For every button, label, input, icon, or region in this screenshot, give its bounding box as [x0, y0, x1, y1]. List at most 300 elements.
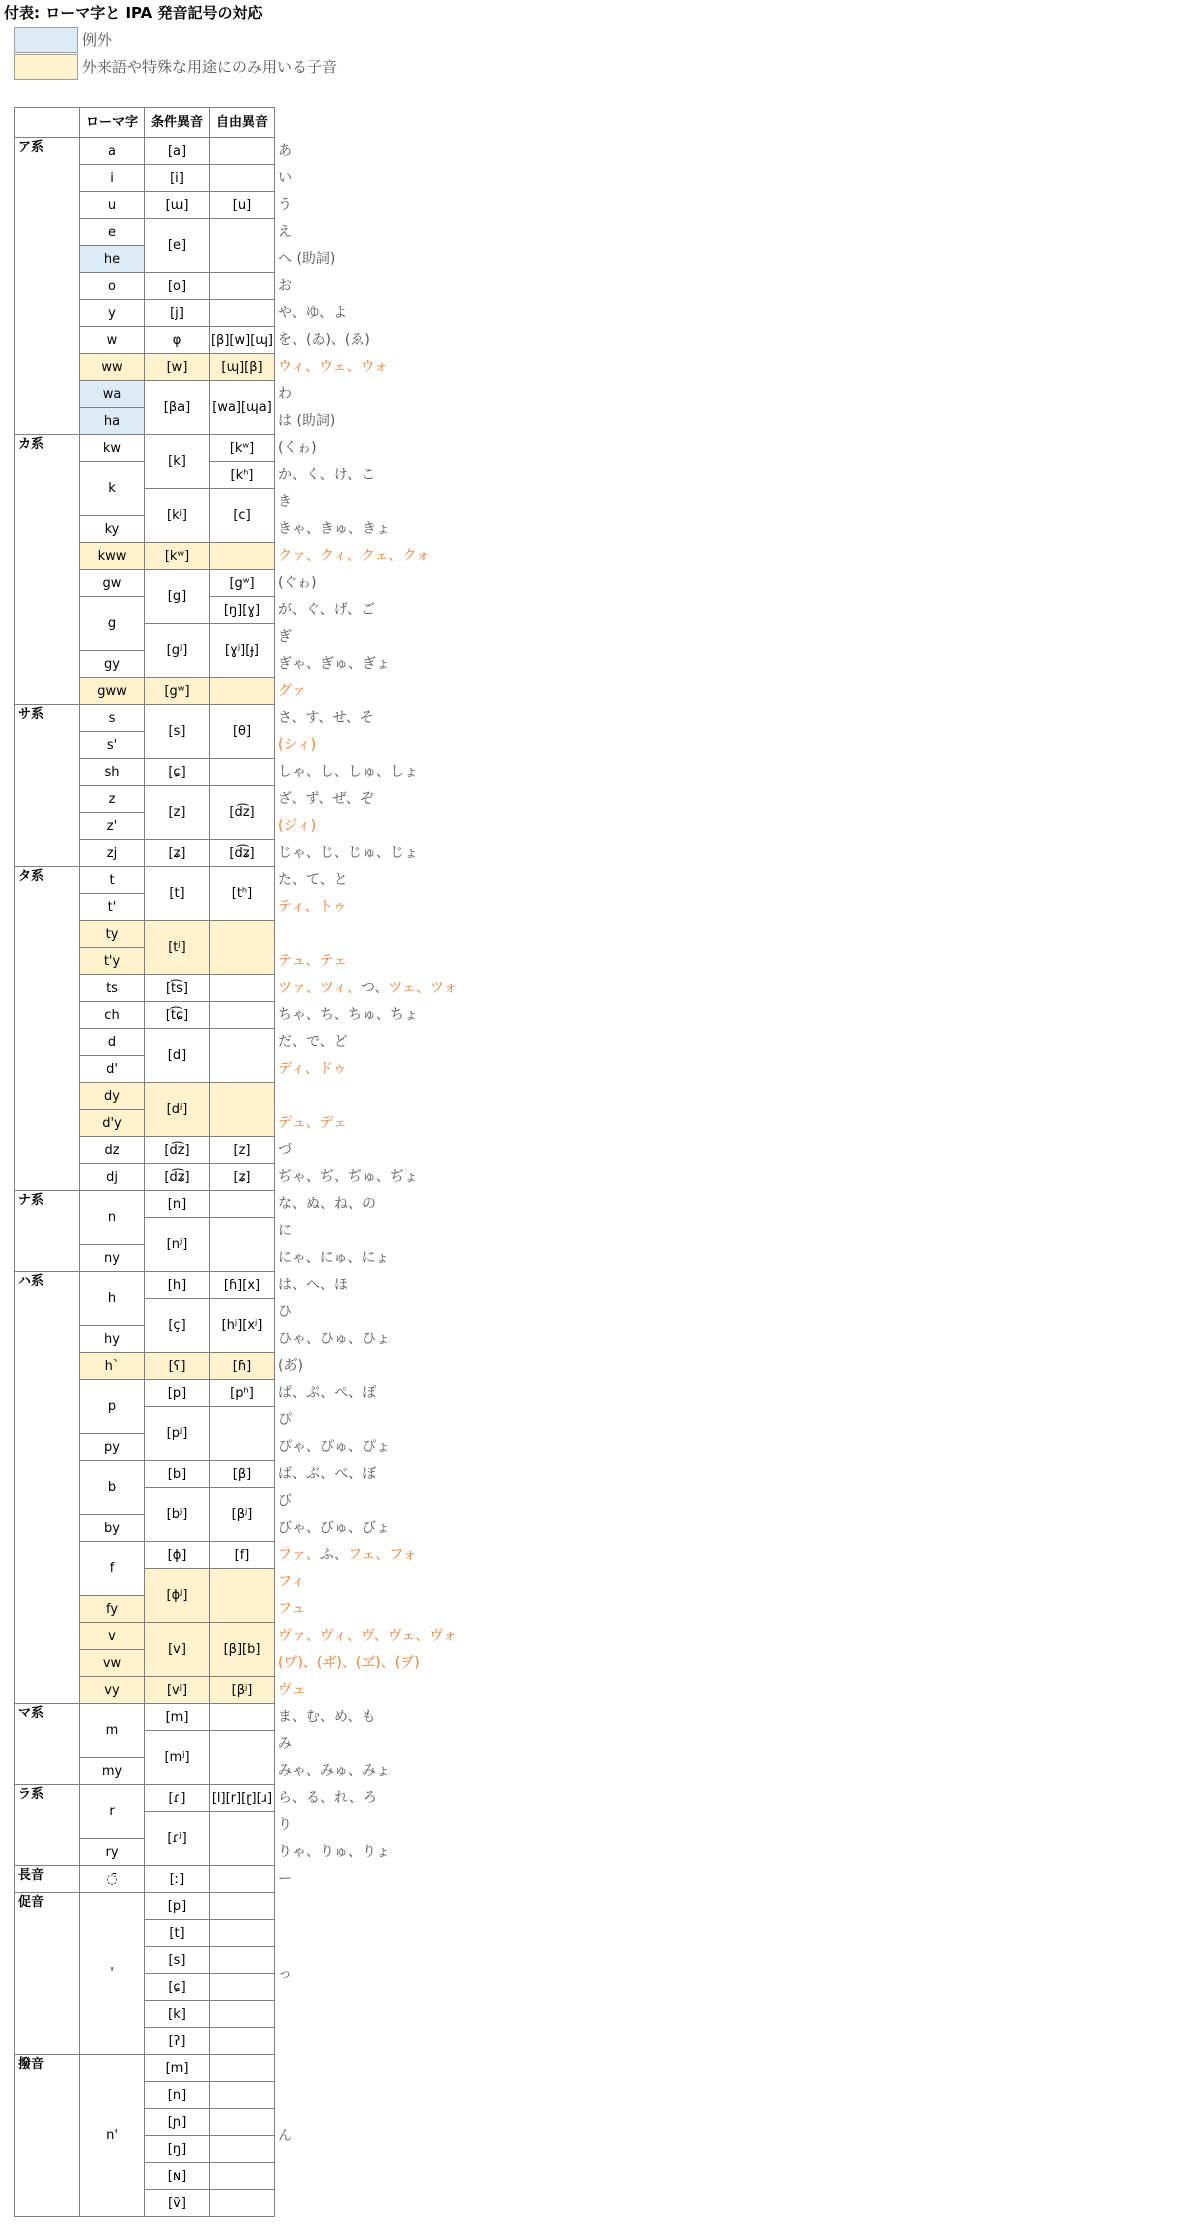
- kana-example: [278, 1575, 305, 1589]
- kana-example: [278, 819, 316, 833]
- kana-example: [278, 1062, 347, 1076]
- romaji-cell: y: [79, 299, 144, 326]
- legend-swatch-exception: [14, 27, 78, 53]
- romaji-cell: kww: [79, 542, 144, 569]
- free-allophone-cell: [209, 1892, 274, 1919]
- conditional-allophone-cell: [gʲ]: [144, 623, 209, 677]
- romaji-cell: r: [79, 1784, 144, 1838]
- romaji-cell: d: [79, 1028, 144, 1055]
- romaji-cell: ry: [79, 1838, 144, 1865]
- kana-example: [278, 2129, 292, 2143]
- conditional-allophone-cell: [kʷ]: [144, 542, 209, 569]
- kana-example: [278, 144, 292, 158]
- romaji-cell: n: [79, 1190, 144, 1244]
- kana-text: は、へ、ほ: [278, 1277, 348, 1293]
- kana-text: き: [278, 494, 292, 510]
- kana-example: [278, 414, 335, 428]
- group-label: カ系: [14, 434, 79, 704]
- free-allophone-cell: [wa][ɰa]: [209, 380, 274, 434]
- kana-text: ぎゃ、ぎゅ、ぎょ: [278, 656, 390, 672]
- header-blank-cell: [14, 107, 79, 137]
- kana-example: [278, 846, 418, 860]
- kana-example: [278, 900, 347, 914]
- kana-text: みゃ、みゅ、みょ: [278, 1763, 390, 1779]
- free-allophone-cell: [tʰ]: [209, 866, 274, 920]
- free-allophone-cell: [kʷ]: [209, 434, 274, 461]
- conditional-allophone-cell: [nʲ]: [144, 1217, 209, 1271]
- romaji-cell: n': [79, 2054, 144, 2216]
- romaji-cell: ts: [79, 974, 144, 1001]
- kana-foreign-text: ディ、ドゥ: [278, 1061, 347, 1077]
- kana-example: [278, 279, 292, 293]
- romaji-cell: kw: [79, 434, 144, 461]
- conditional-allophone-cell: [ɯ]: [144, 191, 209, 218]
- kana-example: [278, 252, 335, 266]
- free-allophone-cell: [209, 1406, 274, 1460]
- legend-swatch-foreign: [14, 54, 78, 80]
- free-allophone-cell: [209, 164, 274, 191]
- kana-example: [278, 1602, 305, 1616]
- romaji-cell: ww: [79, 353, 144, 380]
- free-allophone-cell: [ʑ]: [209, 1163, 274, 1190]
- group-label: サ系: [14, 704, 79, 866]
- free-allophone-cell: [β][b]: [209, 1622, 274, 1676]
- kana-text: や、ゆ、よ: [278, 305, 348, 321]
- free-allophone-cell: [209, 2135, 274, 2162]
- group-label: ア系: [14, 137, 79, 434]
- kana-example: [278, 225, 292, 239]
- kana-foreign-text: ツァ、ツィ、: [278, 980, 362, 996]
- free-allophone-cell: [l][r][ɽ][ɹ]: [209, 1784, 274, 1811]
- romaji-cell: ky: [79, 515, 144, 542]
- kana-example: [278, 1818, 292, 1832]
- free-allophone-cell: [βʲ]: [209, 1676, 274, 1703]
- conditional-allophone-cell: [k]: [144, 2000, 209, 2027]
- conditional-allophone-cell: [ɾ]: [144, 1784, 209, 1811]
- conditional-allophone-cell: [ː]: [144, 1865, 209, 1892]
- romaji-cell: zj: [79, 839, 144, 866]
- conditional-allophone-cell: [ʕ]: [144, 1352, 209, 1379]
- kana-text: り: [278, 1817, 292, 1833]
- kana-text: へ (助詞): [278, 251, 336, 267]
- romaji-cell: o: [79, 272, 144, 299]
- romaji-cell: d'y: [79, 1109, 144, 1136]
- free-allophone-cell: [209, 1028, 274, 1082]
- romaji-cell: s: [79, 704, 144, 731]
- romaji-cell: ha: [79, 407, 144, 434]
- free-allophone-cell: [c]: [209, 488, 274, 542]
- romaji-cell: d': [79, 1055, 144, 1082]
- kana-foreign-text: デュ、デェ: [278, 1115, 348, 1131]
- conditional-allophone-cell: [dʲ]: [144, 1082, 209, 1136]
- conditional-allophone-cell: [b]: [144, 1460, 209, 1487]
- romaji-cell: w: [79, 326, 144, 353]
- kana-text: りゃ、りゅ、りょ: [278, 1844, 390, 1860]
- free-allophone-cell: [209, 1082, 274, 1136]
- kana-example: [278, 1035, 348, 1049]
- kana-text: ぴ: [278, 1412, 292, 1428]
- conditional-allophone-cell: [t]: [144, 1919, 209, 1946]
- romaji-cell: k: [79, 461, 144, 515]
- free-allophone-cell: [209, 1217, 274, 1271]
- conditional-allophone-cell: [bʲ]: [144, 1487, 209, 1541]
- romaji-cell: p: [79, 1379, 144, 1433]
- kana-text: を、(ゐ)、(ゑ): [278, 332, 370, 348]
- conditional-allophone-cell: [p]: [144, 1892, 209, 1919]
- conditional-allophone-cell: [v]: [144, 1622, 209, 1676]
- conditional-allophone-cell: [kʲ]: [144, 488, 209, 542]
- kana-example: [278, 1413, 292, 1427]
- kana-example: [278, 1737, 292, 1751]
- kana-text: が、ぐ、げ、ご: [278, 602, 376, 618]
- kana-text: ひゃ、ひゅ、ひょ: [278, 1331, 390, 1347]
- romaji-cell: hy: [79, 1325, 144, 1352]
- conditional-allophone-cell: [ɾʲ]: [144, 1811, 209, 1865]
- conditional-allophone-cell: [ɲ]: [144, 2108, 209, 2135]
- conditional-allophone-cell: [h]: [144, 1271, 209, 1298]
- kana-text: しゃ、し、しゅ、しょ: [278, 764, 418, 780]
- romaji-cell: gww: [79, 677, 144, 704]
- conditional-allophone-cell: [mʲ]: [144, 1730, 209, 1784]
- column-header: 自由異音: [209, 107, 274, 137]
- romaji-cell: ': [79, 1892, 144, 2054]
- romaji-cell: by: [79, 1514, 144, 1541]
- kana-text: きゃ、きゅ、きょ: [278, 521, 390, 537]
- romaji-cell: wa: [79, 380, 144, 407]
- free-allophone-cell: [u]: [209, 191, 274, 218]
- conditional-allophone-cell: [t]: [144, 866, 209, 920]
- romaji-cell: ny: [79, 1244, 144, 1271]
- conditional-allophone-cell: [ɸ]: [144, 1541, 209, 1568]
- conditional-allophone-cell: [ç]: [144, 1298, 209, 1352]
- conditional-allophone-cell: [tʲ]: [144, 920, 209, 974]
- romaji-cell: f: [79, 1541, 144, 1595]
- kana-example: [278, 1278, 348, 1292]
- kana-example: [278, 738, 316, 752]
- kana-foreign-text: ウィ、ウェ、ウォ: [278, 359, 389, 375]
- kana-example: [278, 1170, 418, 1184]
- conditional-allophone-cell: [n]: [144, 2081, 209, 2108]
- kana-example: [278, 684, 306, 698]
- legend-label-foreign: 外来語や特殊な用途にのみ用いる子音: [82, 58, 338, 76]
- kana-example: [278, 1386, 376, 1400]
- kana-example: [278, 360, 388, 374]
- conditional-allophone-cell: [s]: [144, 704, 209, 758]
- kana-example: [278, 1224, 292, 1238]
- romaji-cell: vy: [79, 1676, 144, 1703]
- kana-foreign-text: (ヷ)、(ヸ)、(ヹ)、(ヺ): [278, 1655, 420, 1671]
- romaji-cell: ch: [79, 1001, 144, 1028]
- group-label: 長音: [14, 1865, 79, 1892]
- kana-foreign-text: ファ、: [278, 1547, 320, 1563]
- kana-text: ぎ: [278, 629, 292, 645]
- romaji-cell: t': [79, 893, 144, 920]
- free-allophone-cell: [d͡z]: [209, 785, 274, 839]
- kana-text: だ、で、ど: [278, 1034, 348, 1050]
- romaji-cell: dj: [79, 1163, 144, 1190]
- kana-example: [278, 468, 375, 482]
- kana-text: わ: [278, 386, 292, 402]
- free-allophone-cell: [209, 299, 274, 326]
- conditional-allophone-cell: [ʔ]: [144, 2027, 209, 2054]
- romaji-cell: my: [79, 1757, 144, 1784]
- free-allophone-cell: [209, 272, 274, 299]
- romaji-cell: t: [79, 866, 144, 893]
- free-allophone-cell: [βʲ]: [209, 1487, 274, 1541]
- kana-example: [278, 1440, 390, 1454]
- free-allophone-cell: [ŋ][ɣ]: [209, 596, 274, 623]
- table-right-border: [274, 107, 275, 2217]
- conditional-allophone-cell: [ɕ]: [144, 758, 209, 785]
- free-allophone-cell: [209, 758, 274, 785]
- free-allophone-cell: [β]: [209, 1460, 274, 1487]
- kana-text: に: [278, 1223, 292, 1239]
- free-allophone-cell: [209, 1001, 274, 1028]
- kana-text: びゃ、びゅ、びょ: [278, 1520, 390, 1536]
- kana-example: [278, 1467, 376, 1481]
- romaji-cell: py: [79, 1433, 144, 1460]
- romaji-cell: u: [79, 191, 144, 218]
- kana-example: [278, 711, 374, 725]
- group-label: 促音: [14, 1892, 79, 2054]
- kana-text: ぱ、ぷ、ぺ、ぽ: [278, 1385, 377, 1401]
- free-allophone-cell: [209, 2189, 274, 2216]
- conditional-allophone-cell: [g]: [144, 569, 209, 623]
- free-allophone-cell: [209, 2162, 274, 2189]
- kana-text: び: [278, 1493, 292, 1509]
- romaji-cell: fy: [79, 1595, 144, 1622]
- conditional-allophone-cell: [i]: [144, 164, 209, 191]
- conditional-allophone-cell: [d]: [144, 1028, 209, 1082]
- conditional-allophone-cell: [d͡ʑ]: [144, 1163, 209, 1190]
- romaji-cell: ◌̄: [79, 1865, 144, 1892]
- conditional-allophone-cell: [z]: [144, 785, 209, 839]
- kana-text: み: [278, 1736, 292, 1752]
- kana-example: [278, 873, 348, 887]
- free-allophone-cell: [gʷ]: [209, 569, 274, 596]
- kana-text: ば、ぶ、べ、ぼ: [278, 1466, 377, 1482]
- conditional-allophone-cell: [k]: [144, 434, 209, 488]
- conditional-allophone-cell: [ɴ]: [144, 2162, 209, 2189]
- page-title: 付表: ローマ字と IPA 発音記号の対応: [4, 4, 263, 22]
- kana-text: さ、す、せ、そ: [278, 710, 374, 726]
- kana-example: [278, 954, 347, 968]
- kana-example: [278, 1967, 292, 1981]
- free-allophone-cell: [209, 542, 274, 569]
- kana-foreign-text: グァ: [278, 683, 306, 699]
- kana-text: ま、む、め、も: [278, 1709, 376, 1725]
- romaji-cell: vw: [79, 1649, 144, 1676]
- kana-foreign-text: (シィ): [278, 737, 317, 753]
- kana-text: つ、: [361, 980, 389, 996]
- conditional-allophone-cell: [ʑ]: [144, 839, 209, 866]
- romaji-cell: h: [79, 1271, 144, 1325]
- romaji-cell: g: [79, 596, 144, 650]
- kana-foreign-text: ヴァ、ヴィ、ヴ、ヴェ、ヴォ: [278, 1628, 457, 1644]
- kana-example: [278, 1683, 305, 1697]
- conditional-allophone-cell: [w]: [144, 353, 209, 380]
- kana-foreign-text: クァ、クィ、クェ、クォ: [278, 548, 431, 564]
- romaji-cell: t'y: [79, 947, 144, 974]
- column-header: ローマ字: [79, 107, 144, 137]
- free-allophone-cell: [209, 2108, 274, 2135]
- romaji-cell: gy: [79, 650, 144, 677]
- conditional-allophone-cell: [o]: [144, 272, 209, 299]
- kana-foreign-text: ヴュ: [278, 1682, 306, 1698]
- kana-example: [278, 495, 292, 509]
- kana-example: [278, 792, 374, 806]
- kana-example: [278, 198, 292, 212]
- free-allophone-cell: [ɰ][β]: [209, 353, 274, 380]
- conditional-allophone-cell: [m]: [144, 2054, 209, 2081]
- column-header: 条件異音: [144, 107, 209, 137]
- conditional-allophone-cell: φ: [144, 326, 209, 353]
- conditional-allophone-cell: [e]: [144, 218, 209, 272]
- group-label: タ系: [14, 866, 79, 1190]
- conditional-allophone-cell: [gʷ]: [144, 677, 209, 704]
- conditional-allophone-cell: [j]: [144, 299, 209, 326]
- free-allophone-cell: [209, 1973, 274, 2000]
- kana-example: [278, 1143, 292, 1157]
- kana-example: [278, 522, 390, 536]
- kana-text: ちゃ、ち、ちゅ、ちょ: [278, 1007, 418, 1023]
- group-label: ナ系: [14, 1190, 79, 1271]
- free-allophone-cell: [209, 218, 274, 272]
- conditional-allophone-cell: [a]: [144, 137, 209, 164]
- romaji-cell: he: [79, 245, 144, 272]
- free-allophone-cell: [209, 1703, 274, 1730]
- free-allophone-cell: [209, 1190, 274, 1217]
- kana-example: [278, 387, 292, 401]
- romaji-cell: gw: [79, 569, 144, 596]
- kana-example: [278, 1764, 390, 1778]
- kana-text: ら、る、れ、ろ: [278, 1790, 377, 1806]
- kana-text: ひ: [278, 1304, 292, 1320]
- free-allophone-cell: [209, 677, 274, 704]
- free-allophone-cell: [209, 2000, 274, 2027]
- kana-text: い: [278, 170, 292, 186]
- kana-foreign-text: ツェ、ツォ: [388, 980, 458, 996]
- conditional-allophone-cell: [s]: [144, 1946, 209, 1973]
- conditional-allophone-cell: [ŋ]: [144, 2135, 209, 2162]
- free-allophone-cell: [ɣʲ][ɟ]: [209, 623, 274, 677]
- group-label: 撥音: [14, 2054, 79, 2216]
- kana-example: [278, 1305, 292, 1319]
- kana-example: [278, 171, 292, 185]
- kana-text: お: [278, 278, 292, 294]
- kana-text: ざ、ず、ぜ、ぞ: [278, 791, 374, 807]
- conditional-allophone-cell: [p]: [144, 1379, 209, 1406]
- group-label: マ系: [14, 1703, 79, 1784]
- kana-foreign-text: テュ、テェ: [278, 953, 348, 969]
- kana-example: [278, 1629, 457, 1643]
- table-bottom-border: [14, 2216, 274, 2217]
- kana-text: ぴゃ、ぴゅ、ぴょ: [278, 1439, 390, 1455]
- kana-example: [278, 1656, 420, 1670]
- kana-example: [278, 1710, 375, 1724]
- kana-foreign-text: ティ、トゥ: [278, 899, 347, 915]
- kana-foreign-text: フュ: [278, 1601, 306, 1617]
- romaji-cell: b: [79, 1460, 144, 1514]
- free-allophone-cell: [z]: [209, 1136, 274, 1163]
- conditional-allophone-cell: [t͡ɕ]: [144, 1001, 209, 1028]
- kana-text: か、く、け、こ: [278, 467, 376, 483]
- free-allophone-cell: [209, 1811, 274, 1865]
- kana-example: [278, 630, 292, 644]
- kana-example: [278, 765, 418, 779]
- romaji-cell: z: [79, 785, 144, 812]
- free-allophone-cell: [209, 2054, 274, 2081]
- romaji-cell: v: [79, 1622, 144, 1649]
- kana-foreign-text: フィ: [278, 1574, 305, 1590]
- kana-example: [278, 1791, 377, 1805]
- kana-foreign-text: (ジィ): [278, 818, 317, 834]
- kana-example: [278, 1251, 389, 1265]
- kana-text: あ: [278, 143, 292, 159]
- free-allophone-cell: [209, 137, 274, 164]
- romaji-cell: ty: [79, 920, 144, 947]
- romaji-cell: z': [79, 812, 144, 839]
- conditional-allophone-cell: [d͡z]: [144, 1136, 209, 1163]
- legend-item-foreign: [14, 54, 614, 81]
- free-allophone-cell: [209, 1865, 274, 1892]
- free-allophone-cell: [209, 1919, 274, 1946]
- free-allophone-cell: [hʲ][xʲ]: [209, 1298, 274, 1352]
- kana-example: [278, 1197, 376, 1211]
- romaji-cell: m: [79, 1703, 144, 1757]
- kana-example: [278, 981, 457, 995]
- free-allophone-cell: [ɦ]: [209, 1352, 274, 1379]
- kana-example: [278, 657, 390, 671]
- romaji-cell: dz: [79, 1136, 144, 1163]
- legend-label-exception: 例外: [82, 31, 113, 49]
- romaji-cell: e: [79, 218, 144, 245]
- kana-example: [278, 1494, 292, 1508]
- free-allophone-cell: [209, 1568, 274, 1622]
- free-allophone-cell: [f]: [209, 1541, 274, 1568]
- kana-text: にゃ、にゅ、にょ: [278, 1250, 390, 1266]
- free-allophone-cell: [209, 1730, 274, 1784]
- free-allophone-cell: [kʰ]: [209, 461, 274, 488]
- romaji-cell: sh: [79, 758, 144, 785]
- kana-text: (くゎ): [278, 440, 317, 456]
- kana-text: え: [278, 224, 292, 240]
- legend-item-exception: [14, 27, 614, 54]
- kana-text: (あ゙): [278, 1358, 303, 1374]
- conditional-allophone-cell: [ṽ]: [144, 2189, 209, 2216]
- kana-example: [278, 1359, 303, 1373]
- kana-example: [278, 306, 347, 320]
- kana-text: づ: [278, 1142, 292, 1158]
- kana-example: [278, 1008, 418, 1022]
- kana-text: (ぐゎ): [278, 575, 317, 591]
- free-allophone-cell: [d͡ʑ]: [209, 839, 274, 866]
- kana-example: [278, 1521, 390, 1535]
- kana-example: [278, 1116, 347, 1130]
- kana-example: [278, 1332, 390, 1346]
- free-allophone-cell: [θ]: [209, 704, 274, 758]
- free-allophone-cell: [209, 2027, 274, 2054]
- conditional-allophone-cell: [ɕ]: [144, 1973, 209, 2000]
- kana-text: じゃ、じ、じゅ、じょ: [278, 845, 418, 861]
- kana-text: う: [278, 197, 292, 213]
- conditional-allophone-cell: [vʲ]: [144, 1676, 209, 1703]
- conditional-allophone-cell: [t͡s]: [144, 974, 209, 1001]
- kana-text: な、ぬ、ね、の: [278, 1196, 376, 1212]
- romaji-cell: i: [79, 164, 144, 191]
- romaji-cell: h`: [79, 1352, 144, 1379]
- romaji-cell: dy: [79, 1082, 144, 1109]
